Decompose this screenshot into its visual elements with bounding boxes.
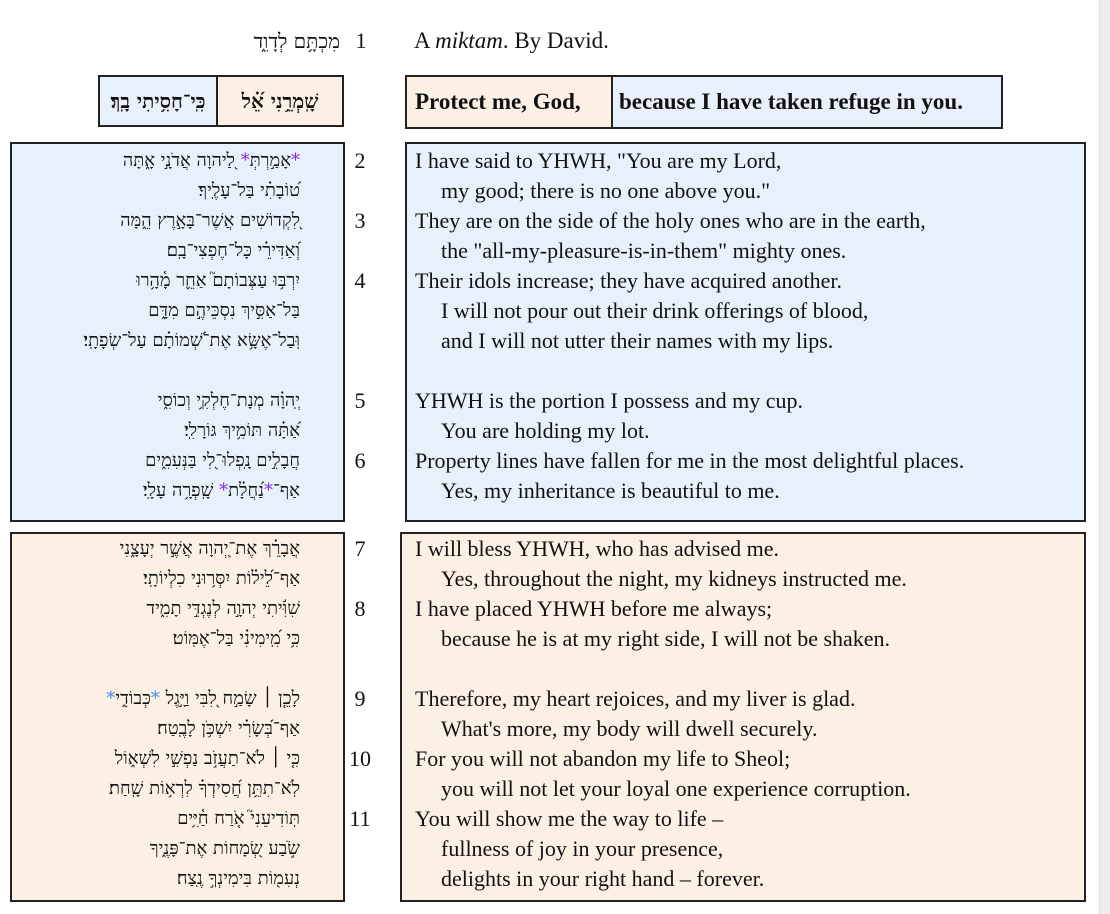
hebrew-line: נְעִמ֖וֹת בִּימִינְךָ֣ נֶֽצַח׃ xyxy=(176,868,300,889)
superscription-english xyxy=(414,26,609,56)
hebrew-line: יְֽהוָ֗ה מְנָת־חֶלְקִ֥י וְכוֹסִ֑י xyxy=(157,390,300,411)
section1-verse-numbers xyxy=(340,146,380,516)
verse-number: 9 xyxy=(354,686,366,711)
verse-number: 4 xyxy=(354,268,366,293)
refrain-hebrew-part1: שָֽׁמְרֵ֥נִי אֵ֝֗ל xyxy=(216,77,342,125)
english-line: delights in your right hand – forever. xyxy=(441,866,765,891)
english-line: Yes, my inheritance is beautiful to me. xyxy=(441,478,780,503)
section2-english-text xyxy=(415,534,1095,896)
textual-note-marker: * xyxy=(240,150,250,171)
verse-number: 7 xyxy=(354,536,366,561)
english-line: because he is at my right side, I will not be shaken. xyxy=(441,626,891,651)
english-line: I will not pour out their drink offerings of blood, xyxy=(441,298,869,323)
hebrew-line: בַּל־אַסִּ֣יךְ נִסְכֵּיהֶ֣ם מִדָּ֑ם xyxy=(148,300,300,321)
english-line: You will show me the way to life – xyxy=(415,806,724,831)
hebrew-line: חֲבָלִ֣ים נָֽפְלוּ־לִ֭י בַּנְּעִמִ֑ים xyxy=(145,450,300,471)
hebrew-line: וּֽבַל־אֶשָּׂ֥א אֶת־שְׁ֝מוֹתָ֗ם עַל־שְׂפָתָֽי׃ xyxy=(83,330,300,351)
english-line: you will not let your loyal one experience corruption. xyxy=(441,776,911,801)
superscription-suffix: . By David. xyxy=(502,28,609,53)
refrain-english-part2: because I have taken refuge in you. xyxy=(613,77,1001,127)
refrain-english xyxy=(405,75,1003,129)
english-line: the "all-my-pleasure-is-in-them" mighty ones. xyxy=(441,238,847,263)
english-line: Their idols increase; they have acquired another. xyxy=(415,268,842,293)
hebrew-line: אֲבָרֵ֗ךְ אֶת־יְ֭הוָה אֲשֶׁ֣ר יְעָצָ֑נִי xyxy=(119,538,300,559)
english-line: What's more, my body will dwell securely. xyxy=(441,716,818,741)
verse-number: 8 xyxy=(354,596,366,621)
hebrew-line: כִּ֤י ׀ לֹא־תַעֲזֹ֣ב נַפְשִׁ֣י לִשְׁא֑וֹל xyxy=(114,748,300,769)
section2-hebrew-text xyxy=(12,534,300,896)
hebrew-line: *אָמַ֣רְתְּ* לַ֭יהוָה אֲדֹנָ֣י אָ֑תָּה xyxy=(122,150,300,171)
verse-number-1: 1 xyxy=(355,28,367,53)
textual-note-marker: * xyxy=(150,688,160,709)
verse-number: 5 xyxy=(354,388,366,413)
textual-note-marker: * xyxy=(219,480,229,501)
english-line: For you will not abandon my life to Sheol; xyxy=(415,746,791,771)
verse-number: 6 xyxy=(354,448,366,473)
refrain-hebrew xyxy=(98,75,344,127)
hebrew-line: אַף־לֵ֝יל֗וֹת יִסְּר֥וּנִי כִלְיוֹתָֽי׃ xyxy=(143,568,300,589)
section1-hebrew-text xyxy=(12,146,300,516)
textual-note-marker: * xyxy=(291,150,300,171)
hebrew-line: אַף־בְּ֝שָׂרִ֗י יִשְׁכֹּ֥ן לָבֶֽטַח׃ xyxy=(157,718,300,739)
english-line: I have placed YHWH before me always; xyxy=(415,596,773,621)
hebrew-line: לִ֭קְדוֹשִׁים אֲשֶׁר־בָּאָ֣רֶץ הֵ֑מָּה xyxy=(120,210,300,231)
hebrew-line: יִרְבּ֥וּ עַצְּבוֹתָם֮ אַחֵ֪ר מָ֫הָ֥רוּ xyxy=(136,270,300,291)
english-line: They are on the side of the holy ones who are in the earth, xyxy=(415,208,926,233)
hebrew-line: כִּ֥י מִֽ֝ימִינִ֗י בַּל־אֶמּֽוֹט׃ xyxy=(172,628,300,649)
english-line: YHWH is the portion I possess and my cup. xyxy=(415,388,804,413)
verse-number: 11 xyxy=(349,806,371,831)
hebrew-line: ט֝וֹבָתִ֗י בַּל־עָלֶֽיךָ׃ xyxy=(198,180,300,201)
hebrew-line: שִׁוִּ֬יתִי יְהוָ֣ה לְנֶגְדִּ֣י תָמִ֑יד xyxy=(146,598,300,619)
english-line: You are holding my lot. xyxy=(441,418,650,443)
english-line: Therefore, my heart rejoices, and my liver is glad. xyxy=(415,686,856,711)
hebrew-line: לֹֽא־תִתֵּ֥ן חֲ֝סִידְךָ֗ לִרְא֥וֹת שָֽׁחַת׃ xyxy=(109,778,300,799)
section2-verse-numbers xyxy=(340,534,380,896)
english-line: my good; there is no one above you." xyxy=(441,178,771,203)
english-line: I will bless YHWH, who has advised me. xyxy=(415,536,779,561)
hebrew-line: וְ֝אַדִּירֵ֗י כָּל־חֶפְצִי־בָֽם׃ xyxy=(166,240,300,261)
english-line: fullness of joy in your presence, xyxy=(441,836,724,861)
refrain-hebrew-part2: כִּֽי־חָסִ֥יתִי בָֽךְ׃ xyxy=(100,77,216,125)
english-line: and I will not utter their names with my lips. xyxy=(441,328,834,353)
refrain-english-part1: Protect me, God, xyxy=(407,77,613,127)
hebrew-line: תּֽוֹדִיעֵנִי֮ אֹ֤רַח חַ֫יִּ֥ים xyxy=(177,808,300,829)
superscription-hebrew: מִכְתָּ֥ם לְדָוִ֑ד xyxy=(253,29,340,53)
hebrew-line: לָכֵ֤ן ׀ שָׂמַ֣ח לִ֭בִּי וַיָּ֣גֶל *כְּבוֹדִ֑י* xyxy=(106,688,300,709)
verse-number: 3 xyxy=(354,208,366,233)
scrollbar[interactable] xyxy=(1099,0,1110,914)
english-line: I have said to YHWH, "You are my Lord, xyxy=(415,148,782,173)
english-line: Property lines have fallen for me in the most delightful places. xyxy=(415,448,965,473)
textual-note-marker: * xyxy=(106,688,116,709)
hebrew-line: שֹׂ֣בַע שְׂ֭מָחוֹת אֶת־פָּנֶ֑יךָ xyxy=(149,838,300,859)
verse-number: 10 xyxy=(349,746,371,771)
superscription-prefix: A xyxy=(414,28,436,53)
verse-number: 2 xyxy=(354,148,366,173)
section1-english-text xyxy=(415,146,1095,516)
english-line: Yes, throughout the night, my kidneys instructed me. xyxy=(441,566,907,591)
hebrew-line: אַף־*נַ֝חֲלָ֗ת* שָֽׁפְרָ֥ה עָלָֽי׃ xyxy=(142,480,300,501)
textual-note-marker: * xyxy=(263,480,273,501)
hebrew-line: אַ֝תָּ֗ה תּוֹמִ֥יךְ גּוֹרָלִֽי׃ xyxy=(184,420,300,441)
superscription-miktam: miktam xyxy=(435,28,503,53)
